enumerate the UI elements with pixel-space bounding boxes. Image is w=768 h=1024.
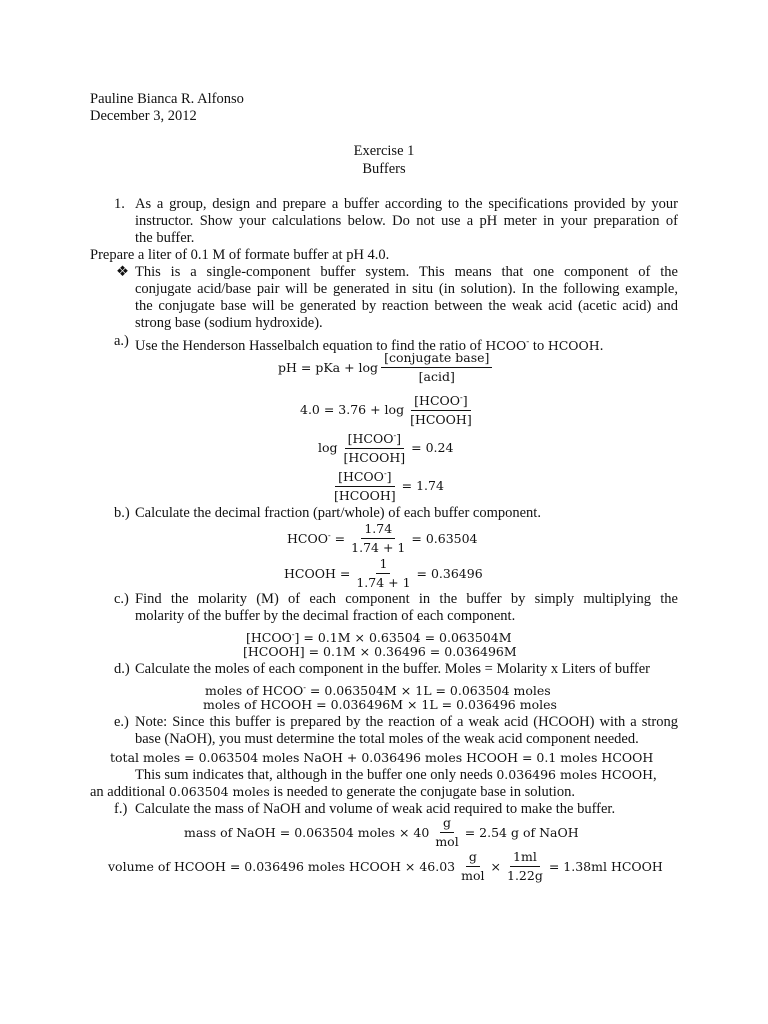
step-e-line2: base (NaOH), you must determine the total moles of the weak acid component needed. (135, 731, 639, 747)
step-e-label: e.) (114, 714, 129, 730)
step-e-line1: Note: Since this buffer is prepared by the reaction of a weak acid (HCOOH) with a strong (135, 714, 678, 730)
note-line2: conjugate acid/base pair will be generated in situ (in solution). In the following example, (135, 281, 678, 297)
step-a-text: Use the Henderson Hasselbalch equation to find the ratio of HCOO- to HCOOH. (135, 336, 604, 354)
note-line3: the conjugate base will be generated by reaction between the weak acid (acetic acid) and (135, 298, 678, 314)
document-date: December 3, 2012 (90, 108, 197, 124)
note-line4: strong base (sodium hydroxide). (135, 315, 323, 331)
item1-line3: the buffer. (135, 230, 195, 246)
step-d-label: d.) (114, 661, 130, 677)
step-c-label: c.) (114, 591, 129, 607)
equation-hcoo-fraction: HCOO- = $\frac{1.74}{1.74 + 1}$ = 0.63504 (287, 521, 478, 555)
henderson-hasselbalch-equation: pH = pKa + log $\frac{\text{[conjugate base]}}{\text{[acid]}}$ (278, 350, 495, 385)
diamond-bullet-icon: ❖ (116, 264, 129, 280)
step-a-label: a.) (114, 333, 129, 349)
item-number: 1. (114, 196, 125, 212)
additional-moles-sentence: an additional 0.063504 moles is needed to generate the conjugate base in solution. (90, 784, 575, 800)
equation-ratio-value: $\frac{[HCOO^-]}{\text{[HCOOH]}}$ = 1.74 (328, 466, 444, 504)
step-f-text: Calculate the mass of NaOH and volume of weak acid required to make the buffer. (135, 801, 616, 817)
mass-naoh-equation: mass of NaOH = 0.063504 moles × 40 $\frac{g}{\text{mol}}$ = 2.54 g of NaOH (184, 815, 579, 849)
fraction: $\frac{\text{[conjugate base]}}{\text{[acid]}}$ (381, 350, 492, 385)
step-b-text: Calculate the decimal fraction (part/whole) of each buffer component. (135, 505, 541, 521)
equation-hcooh-fraction: HCOOH = $\frac{1}{1.74 + 1}$ = 0.36496 (284, 556, 483, 590)
equation-log-ratio: log $\frac{[HCOO^-]}{\text{[HCOOH]}}$ = 0.24 (318, 428, 453, 466)
step-d-text: Calculate the moles of each component in the buffer. Moles = Molarity x Liters of buffer (135, 661, 650, 677)
sum-explanation: This sum indicates that, although in the buffer one only needs 0.036496 moles HCOOH, (135, 767, 657, 783)
exercise-title: Exercise 1 (353, 143, 415, 159)
task-statement: Prepare a liter of 0.1 M of formate buffer at pH 4.0. (90, 247, 390, 263)
item1-line2: instructor. Show your calculations below. Do not use a pH meter in your preparation of (135, 213, 678, 229)
molarity-hcoo-equation: [HCOO-] = 0.1M × 0.63504 = 0.063504M (246, 630, 512, 646)
molarity-hcooh-equation: [HCOOH] = 0.1M × 0.36496 = 0.036496M (243, 644, 517, 659)
step-f-label: f.) (114, 801, 128, 817)
step-c-line1: Find the molarity (M) of each component in the buffer by simply multiplying the (135, 591, 678, 607)
step-c-line2: molarity of the buffer by the decimal fraction of each component. (135, 608, 516, 624)
author-name: Pauline Bianca R. Alfonso (90, 91, 244, 107)
equation-substituted: 4.0 = 3.76 + log $\frac{[HCOO^-]}{\text{[HCOOH]}}$ (300, 390, 478, 428)
step-b-label: b.) (114, 505, 130, 521)
exercise-topic: Buffers (362, 161, 406, 177)
total-moles-equation: total moles = 0.063504 moles NaOH + 0.036496 moles HCOOH = 0.1 moles HCOOH (110, 750, 654, 765)
volume-hcooh-equation: volume of HCOOH = 0.036496 moles HCOOH × 46.03 $\frac{g}{\text{mol}}$ × $\frac{1ml}{1.22g}$ = 1.38ml HCOOH (108, 849, 663, 883)
note-line1: This is a single-component buffer system. This means that one component of the (135, 264, 678, 280)
moles-hcoo-equation: moles of HCOO- = 0.063504M × 1L = 0.063504 moles (205, 683, 551, 699)
item1-line1: As a group, design and prepare a buffer according to the specifications provided by your (135, 196, 678, 212)
moles-hcooh-equation: moles of HCOOH = 0.036496M × 1L = 0.036496 moles (203, 697, 557, 712)
